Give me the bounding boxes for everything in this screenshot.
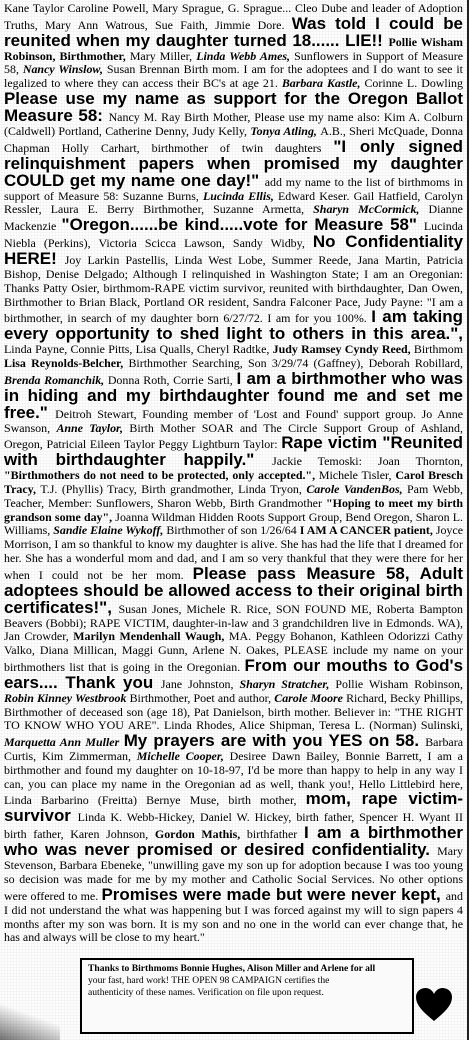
footer-line-1: Thanks to Birthmoms Bonnie Hughes, Alison Miller and Arlene for all xyxy=(88,963,376,974)
name-entry: Birthmother of son 1/26/64 xyxy=(166,523,300,538)
name-entry: Barbara Curtis, Kim Zimmerman, xyxy=(4,735,463,764)
name-entry: Marquetta Ann Muller xyxy=(4,735,124,750)
name-entry: Birthmother, Poet and author, xyxy=(129,690,275,705)
name-entry: T.J. (Phyllis) Tracy, Birth grandmother, Linda Tryon, xyxy=(40,482,307,497)
highlight-quote: No Confidentiality HERE! xyxy=(4,232,463,269)
name-entry: Linda Webb Ames, xyxy=(196,48,295,63)
name-entry: Kane Taylor Caroline Powell, Mary Sprague, G. Sprague... Cleo Dube xyxy=(4,1,351,15)
highlight-quote: Rape victim "Reunited with birthdaughter happily." xyxy=(4,433,463,470)
name-entry: Edward Keser. Gail Hatfield, Carolyn Ressler, Laura E. Berry Birthmother, Suzanne Armetta, xyxy=(4,188,463,217)
name-entry: birthfather xyxy=(246,827,304,842)
highlight-quote: Was told I could be reunited when my daughter turned 18...... LIE!! xyxy=(4,13,463,50)
name-entry: Birth Mother SOAR and The Circle Support Group of Ashland, Oregon, Patricial Eileen Taylor Peggy Lightburn Taylor: xyxy=(4,420,463,452)
highlight-quote: mom, rape victim-survivor xyxy=(4,789,463,826)
name-entry: Sunflowers in Support of Measure 58, xyxy=(4,48,464,77)
name-entry: Gordon Mathis, xyxy=(154,827,247,842)
footer-line-3: authenticity of these names. Verification on file upon request. xyxy=(88,987,324,998)
name-entry: Michele Tisler, xyxy=(318,468,396,483)
name-entry: Robin Kinney Westbrook xyxy=(4,690,130,705)
highlight-quote: I am taking every opportunity to shed light to others in this area.", xyxy=(4,307,463,344)
name-entry: MA. Peggy Bohanon, Kathleen Odorizzi Cathy Valko, Diana Millican, Maggi Gunn, Arlene N. Oakes, PLEASE include my name on your birthmothers list that is going in the Oregonian. xyxy=(4,629,463,674)
name-entry: Susan Jones, Michele R. Rice, SON FOUND ME, Roberta Bampton Beavers (Bobbi); RAPE VICTIM, daughter-in-law and 3 grandchildren live in Edmonds. WA), Jan Crowder, xyxy=(4,601,463,644)
name-entry: Corinne L. Dowling xyxy=(364,76,463,91)
name-entry: Linda K. Webb-Hickey, Daniel W. Hickey, birth father, Spencer H. Wyant II birth father, Karen Johnson, xyxy=(4,810,463,842)
name-entry: "Hoping to meet my birth grandson some day", xyxy=(4,495,463,524)
name-entry: Nancy M. Ray Birth Mother, Please use my name also: Kim A. Colburn (Caldwell) Portland, Catherine Denny, Judy Kelly, xyxy=(4,109,463,138)
highlight-quote: "I only signed relinquishment papers when promised my daughter COULD get my name one day!" xyxy=(4,136,463,190)
name-entry: Michelle Cooper, xyxy=(136,749,230,764)
highlight-quote: Promises were made but were never kept, xyxy=(101,884,446,904)
name-entry: Mary Stevenson, Barbara Ebeneke, "unwilling gave my son up for adoption because I was too young so decision was made for me by my mother and Catholic Social Services. No other options were offered to me. xyxy=(4,844,463,903)
highlight-quote: From our mouths to God's ears.... Thank you xyxy=(4,655,463,692)
name-entry: Sandie Elaine Wykoff, xyxy=(53,523,167,538)
name-entry: Tonya Atling, xyxy=(250,123,321,138)
name-entry: Lucinda Niebla (Perkins), Victoria Scicca Lawson, Sandy Widby, xyxy=(4,219,463,251)
name-entry: Jane Johnston, xyxy=(160,676,240,691)
name-entry: Dianne Mackenzie xyxy=(4,202,463,234)
name-entry: Joy Larkin Pastellis, Linda West Lobe, Summer Reede, Jana Martin, Patricia Bishop, Denise Delgado; Although I relinquished in Washington State; I am an Oregonian: Thanks Patty Osier, birthmom-RAPE victim survivor, reunited with birthdaughter, Dan Owen, Birthmother to Brian Black, Portland OR resident, Sandra Falconer Pace, Judy Payne: "I am a birthmother, in search of my daughter born 6/27/72. I am for you 100%. xyxy=(4,253,463,326)
highlight-quote: Please use my name as support for the Oregon Ballot Measure 58: xyxy=(4,89,463,125)
name-entry: Lucinda Ellis, xyxy=(203,188,278,203)
name-entry: Carole VandenBos, xyxy=(306,482,408,497)
name-entry: Birthmom xyxy=(413,342,463,357)
name-entry: Joanna Wildman Hidden Roots Support Group, Bend Oregon, Sharon L. Williams, xyxy=(4,509,463,538)
highlight-quote: I am a birthmother who was never promised or desired confidentiality. xyxy=(4,823,463,860)
scan-shadow xyxy=(0,1000,60,1040)
name-entry: Sharyn Stratcher, xyxy=(239,676,336,691)
highlight-quote: My prayers are with you YES on 58. xyxy=(123,731,426,751)
name-entry: Deitroh Stewart, Founding member of 'Lost and Found' support group. Jo Anne Swanson, xyxy=(4,406,463,435)
name-entry: I AM A CANCER patient, xyxy=(299,523,436,538)
name-entry: Donna Roth, Corrie Sarti, xyxy=(107,372,237,387)
highlight-quote: I am a birthmother who was in hiding and my birthdaughter found me and set me free." xyxy=(4,368,464,422)
name-entry: Pam Webb, Teacher, Member: Sunflowers, Sharon Webb, Birth Grandmother xyxy=(4,482,464,510)
name-entry: Susan Brennan Birth mom. I am for the adoptees and I do want to see it legalized to where they can access their BC's at age 21. xyxy=(4,62,464,91)
name-entry: Barbara Kastle, xyxy=(281,76,365,91)
name-entry: and leader of Adoption Truths, Mary Ann Watrous, Sue Faith, Jimmie Dore. xyxy=(4,1,463,32)
heart-icon xyxy=(416,988,452,1022)
name-entry: Pollie Wisham Robinson, Birthmother, xyxy=(4,34,463,63)
name-entry: and I did not understand the what was happening but I was forced against my will to sign papers 4 months after my son was born. It is my son and no one in the world can ever change that, he has and always will be close to my heart." xyxy=(4,888,463,945)
name-entry: Mary Miller, xyxy=(129,48,197,63)
name-entry: Marilyn Mendenhall Waugh, xyxy=(73,629,229,644)
name-entry: Desiree Dawn Bailey, Bonnie Barrett, I am a birthmother and found my daughter on 10-18-97, I'd be more than happy to help in any way I can, you can place my name in the Oregonian ad as well, thank you!, Hello Littlebird here, Linda Barbarino (Freitta) Bernye Muse, birth mother, xyxy=(4,749,463,808)
name-entry: Linda Payne, Connie Pitts, Lisa Qualls, Cheryl Radtke, xyxy=(4,342,273,357)
name-entry: Carole Moore xyxy=(274,690,347,705)
name-entry: A.B., Sheri McQuade, Donna Chapman Holly Carhart, birthmother of twin daughters xyxy=(4,123,463,155)
name-entry: Carol Bresch Tracy, xyxy=(4,468,464,497)
highlight-quote: Please pass Measure 58, Adult adoptees should be allowed access to their original birth certificates!", xyxy=(4,563,463,617)
name-entry: Brenda Romanchik, xyxy=(4,372,108,387)
name-entry: Richard, Becky Phillips, Birthmother of deceased son (age 18), Pat Danielson, birth mother. Believer in: "THE RIGHT TO KNOW WHO YOU ARE". Linda Rhodes, Alice Shipman, Teresa L. (Norman) Sulinski, xyxy=(4,690,463,733)
name-entry: Joyce Morrison, I am so thankful to know my daughter is alive. She has had the life that I dreamed for her. She has a wonderful mom and dad, and I am so very thankful that they were there for her when I could not be her mom. xyxy=(4,523,463,582)
name-entry: Judy Ramsey Cyndy Reed, xyxy=(272,342,414,357)
name-entry: Nancy Winslow, xyxy=(22,62,107,77)
name-entry: add my name to the list of birthmoms in support of Measure 58: Suzanne Burns, xyxy=(4,174,463,203)
name-entry: Lisa Reynolds-Belcher, xyxy=(4,356,129,371)
footer-line-2: your fast, hard work! THE OPEN 98 CAMPAIGN certifies the xyxy=(88,975,330,986)
name-entry: Birthmother Searching, Son 3/29/74 (Gaffney), Deborah Robillard, xyxy=(128,356,464,371)
highlight-quote: "Oregon......be kind.....vote for Measure 58" xyxy=(61,215,424,235)
names-list-body xyxy=(4,2,463,945)
certification-box xyxy=(80,958,414,1034)
name-entry: Sharyn McCormick, xyxy=(313,202,429,217)
name-entry: Pollie Wisham Robinson, xyxy=(335,676,463,691)
name-entry: "Birthmothers do not need to be protected, only accepted.", xyxy=(4,468,319,483)
name-entry: Anne Taylor, xyxy=(56,420,130,435)
name-entry: Jackie Temoski: Joan Thornton, xyxy=(272,454,463,469)
